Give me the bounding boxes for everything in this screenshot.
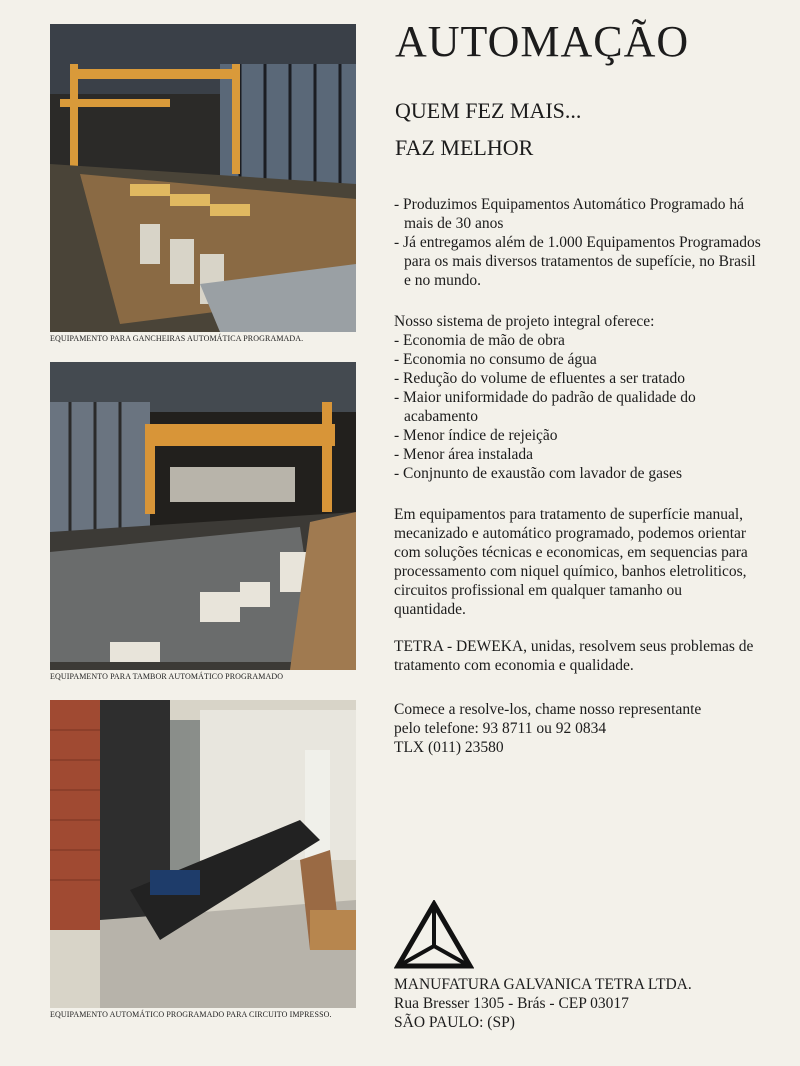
slogan-line-2: FAZ MELHOR [395,135,534,160]
benefits-list [394,331,764,483]
list-item: - Economia de mão de obra [394,331,764,350]
list-item: - Economia no consumo de água [394,350,764,369]
list-item: - Menor área instalada [394,445,764,464]
list-item: - Já entregamos além de 1.000 Equipamentos Programados para os mais diversos tratamentos de supefície, no Brasil e no mundo. [394,233,764,290]
company-name: MANUFATURA GALVANICA TETRA LTDA. [394,976,692,993]
company-info [394,975,764,1032]
photo-caption: EQUIPAMENTO PARA GANCHEIRAS AUTOMÁTICA PROGRAMADA. [50,334,304,343]
benefits-lead: Nosso sistema de projeto integral oferece: [394,313,655,330]
factory-circuit-line-photo [50,700,356,1008]
partnership-paragraph: TETRA - DEWEKA, unidas, resolvem seus problemas de tratamento com economia e qualidade. [394,638,754,674]
intro-list [394,195,764,290]
page-title: AUTOMAÇÃO [395,17,690,66]
list-item: - Menor índice de rejeição [394,426,764,445]
list-item: - Redução do volume de efluentes a ser tratado [394,369,764,388]
photo-caption: EQUIPAMENTO AUTOMÁTICO PROGRAMADO PARA CIRCUITO IMPRESSO. [50,1010,332,1019]
list-item: - Conjnunto de exaustão com lavador de gases [394,464,764,483]
photo-caption: EQUIPAMENTO PARA TAMBOR AUTOMÁTICO PROGRAMADO [50,672,284,681]
list-item: - Maior uniformidade do padrão de qualidade do acabamento [394,388,764,426]
slogan-line-1: QUEM FEZ MAIS... [395,98,582,123]
benefits-section [394,312,764,483]
list-item: - Produzimos Equipamentos Automático Programado há mais de 30 anos [394,195,764,233]
telex-line: TLX (011) 23580 [394,739,504,756]
services-paragraph: Em equipamentos para tratamento de superfície manual, mecanizado e automático programado, podemos orientar com soluções técnicas e economicas, em sequencias para processamento com niquel químico, banhos eletroliticos, circuitos profissional em qualquer tamanho ou quantidade. [394,506,748,618]
company-address: Rua Bresser 1305 - Brás - CEP 03017 [394,995,629,1012]
factory-barrel-line-photo [50,362,356,670]
triangle-logo-icon [394,900,474,970]
contact-section [394,700,764,757]
contact-line: Comece a resolve-los, chame nosso representante [394,701,702,718]
company-city: SÃO PAULO: (SP) [394,1014,515,1031]
factory-automatic-hoist-photo [50,24,356,332]
phone-line: pelo telefone: 93 8711 ou 92 0834 [394,720,607,737]
